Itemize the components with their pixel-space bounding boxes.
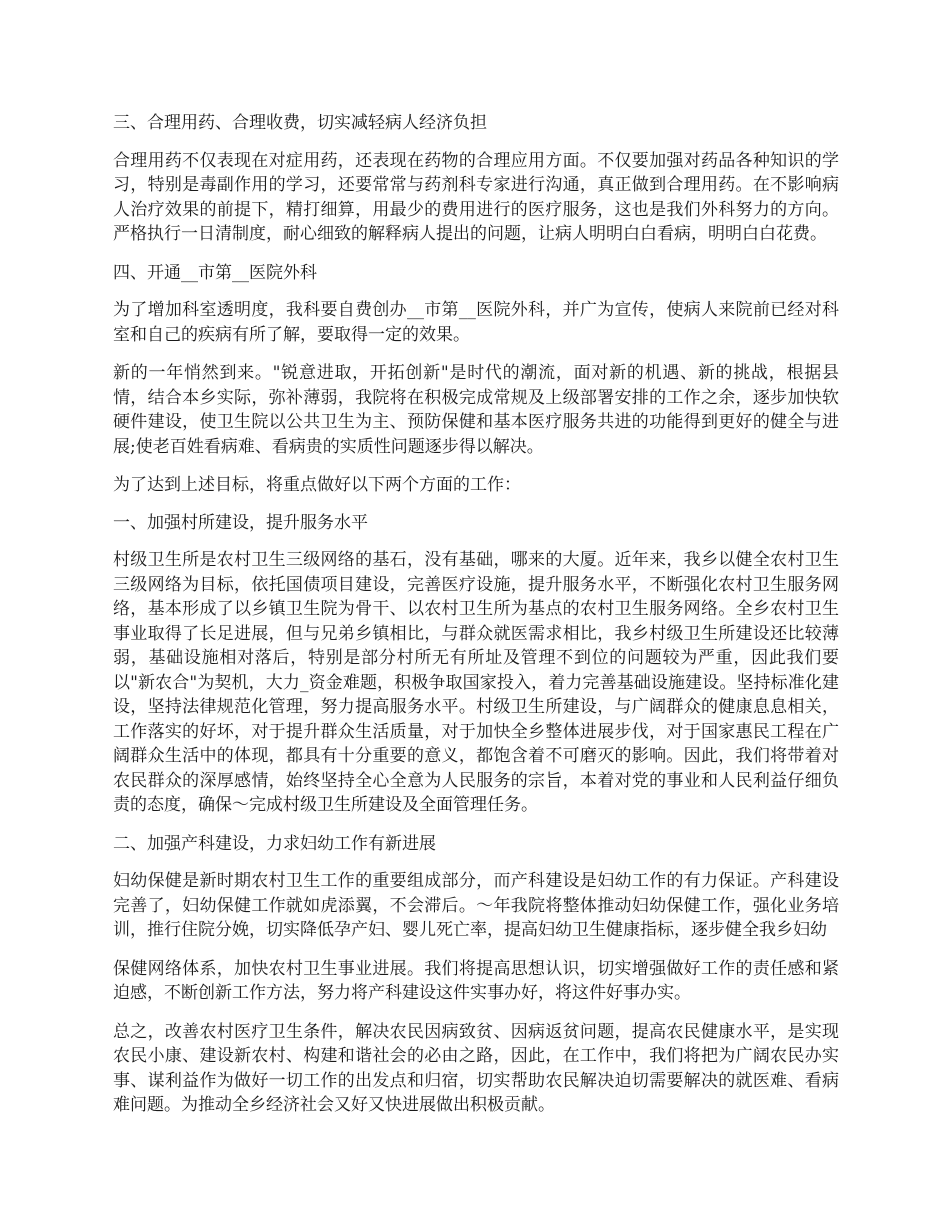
paragraph-new-year: 新的一年悄然到来。"锐意进取，开拓创新"是时代的潮流，面对新的机遇、新的挑战，根据县情，结合本乡实际，弥补薄弱，我院将在积极完成常规及上级部署安排的工作之余，逐步加快软硬件建设，使卫生院以公共卫生为主、预防保健和基本医疗服务共进的功能得到更好的健全与进展;使老百姓看病难、看病贵的实质性问题逐步得以解决。 — [113, 363, 839, 457]
section-heading-4: 四、开通__市第__医院外科 — [113, 262, 317, 283]
paragraph-transparency: 为了增加科室透明度，我科要自费创办__市第__医院外科，并广为宣传，使病人来院前已经对科室和自己的疾病有所了解，要取得一定的效果。 — [113, 300, 839, 345]
paragraph-health-network: 保健网络体系，加快农村卫生事业进展。我们将提高思想认识，切实增强做好工作的责任感和紧迫感，不断创新工作方法，努力将产科建设这件实事办好，将这件好事办实。 — [113, 958, 839, 1003]
paragraph-maternal-child: 妇幼保健是新时期农村卫生工作的重要组成部分，而产科建设是妇幼工作的有力保证。产科建设完善了，妇幼保健工作就如虎添翼，不会滞后。～年我院将整体推动妇幼保健工作，强化业务培训，推行住院分娩，切实降低孕产妇、婴儿死亡率，提高妇幼卫生健康指标，逐步健全我乡妇幼 — [113, 871, 839, 940]
goals-intro: 为了达到上述目标，将重点做好以下两个方面的工作： — [113, 475, 521, 495]
section-heading-1: 一、加强村所建设，提升服务水平 — [113, 512, 368, 533]
paragraph-rational-medication: 合理用药不仅表现在对症用药，还表现在药物的合理应用方面。不仅要加强对药品各种知识的学习，特别是毒副作用的学习，还要常常与药剂科专家进行沟通，真正做到合理用药。在不影响病人治疗效果的前提下，精打细算，用最少的费用进行的医疗服务，这也是我们外科努力的方向。严格执行一日清制度，耐心细致的解释病人提出的问题，让病人明明白白看病，明明白白花费。 — [113, 150, 839, 244]
section-heading-3: 三、合理用药、合理收费，切实减轻病人经济负担 — [113, 113, 487, 133]
section-heading-2: 二、加强产科建设，力求妇幼工作有新进展 — [113, 833, 436, 854]
paragraph-conclusion: 总之，改善农村医疗卫生条件，解决农民因病致贫、因病返贫问题，提高农民健康水平，是实现农民小康、建设新农村、构建和谐社会的必由之路，因此，在工作中，我们将把为广阔农民办实事、谋利益作为做好一切工作的出发点和归宿，切实帮助农民解决迫切需要解决的就医难、看病难问题。为推动全乡经济社会又好又快进展做出积极贡献。 — [113, 1021, 839, 1115]
paragraph-village-clinics: 村级卫生所是农村卫生三级网络的基石，没有基础，哪来的大厦。近年来，我乡以健全农村卫生三级网络为目标，依托国债项目建设，完善医疗设施，提升服务水平，不断强化农村卫生服务网络，基本形成了以乡镇卫生院为骨干、以农村卫生所为基点的农村卫生服务网络。全乡农村卫生事业取得了长足进展，但与兄弟乡镇相比，与群众就医需求相比，我乡村级卫生所建设还比较薄弱，基础设施相对落后，特别是部分村所无有所址及管理不到位的问题较为严重，因此我们要以"新农合"为契机，大力_资金难题，积极争取国家投入，着力完善基础设施建设。坚持标准化建设，坚持法律规范化管理，努力提高服务水平。村级卫生所建设，与广阔群众的健康息息相关，工作落实的好坏，对于提升群众生活质量，对于加快全乡整体进展步伐，对于国家惠民工程在广阔群众生活中的体现，都具有十分重要的意义，都饱含着不可磨灭的影响。因此，我们将带着对农民群众的深厚感情，始终坚持全心全意为人民服务的宗旨，本着对党的事业和人民利益仔细负责的态度，确保～完成村级卫生所建设及全面管理任务。 — [113, 550, 839, 815]
